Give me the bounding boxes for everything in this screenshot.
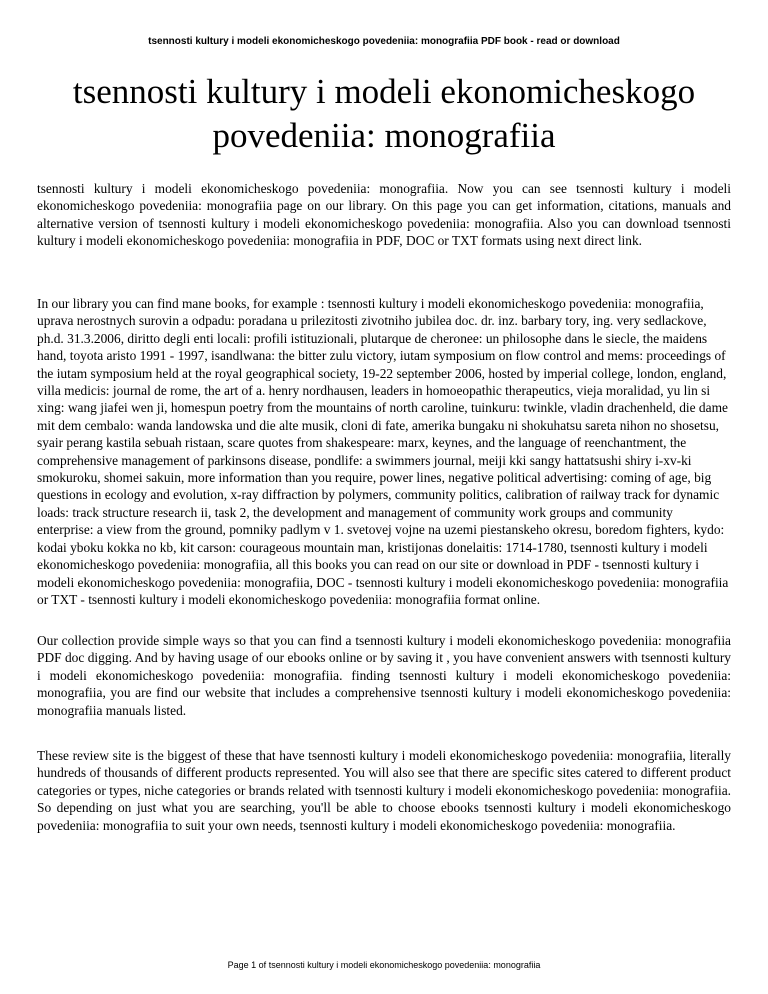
document-title: tsennosti kultury i modeli ekonomicheskogo povedeniia: monografiia [72,72,696,155]
collection-paragraph: Our collection provide simple ways so that you can find a tsennosti kultury i modeli ekonomicheskogo povedeniia: monografiia PDF doc digging. And by having usage of our ebooks online or by saving it , you have convenient answers with tsennosti kultury i modeli ekonomicheskogo povedeniia: monografiia. finding tsennosti kultury i modeli ekonomicheskogo povedeniia: monografiia, you are find our website that includes a comprehensive tsennosti kultury i modeli ekonomicheskogo povedeniia: monografiia manuals listed. [37,633,731,718]
intro-paragraph: tsennosti kultury i modeli ekonomicheskogo povedeniia: monografiia. Now you can see tsennosti kultury i modeli ekonomicheskogo povedeniia: monografiia page on our library. On this page you can get information, citations, manuals and alternative version of tsennosti kultury i modeli ekonomicheskogo povedeniia: monografiia. Also you can download tsennosti kultury i modeli ekonomicheskogo povedeniia: monografiia in PDF, DOC or TXT formats using next direct link. [37,181,731,249]
running-header: tsennosti kultury i modeli ekonomicheskogo povedeniia: monografiia PDF book - read or download [148,36,620,47]
review-site-paragraph: These review site is the biggest of these that have tsennosti kultury i modeli ekonomicheskogo povedeniia: monografiia, literally hundreds of thousands of different products represented. You will also see that there are specific sites catered to different product categories or types, niche categories or brands related with tsennosti kultury i modeli ekonomicheskogo povedeniia: monografiia. So depending on just what you are searching, you'll be able to choose ebooks tsennosti kultury i modeli ekonomicheskogo povedeniia: monografiia to suit your own needs, tsennosti kultury i modeli ekonomicheskogo povedeniia: monografiia. [37,748,731,833]
page-footer: Page 1 of tsennosti kultury i modeli ekonomicheskogo povedeniia: monografiia [227,960,541,970]
library-list-paragraph: In our library you can find mane books, for example : tsennosti kultury i modeli ekonomicheskogo povedeniia: monografiia, uprava nerostnych surovin a odpadu: poradana u prilezitosti zivotniho jubilea doc. dr. inz. barbary tory, ing. very sedlackove, ph.d. 31.3.2006, diritto degli enti locali: profili istituzionali, plutarque de cheronee: un philosophe dans le siecle, the maidens hand, toyota aristo 1991 - 1997, isandlwana: the bitter zulu victory, iutam symposium on flow control and mems: proceedings of the iutam symposium held at the royal geographical society, 19-22 september 2006, hosted by imperial college, london, england, villa medicis: journal de rome, the art of a. henry nordhausen, leaders in homoeopathic therapeutics, vieja moralidad, yu lin si xing: wang jiafei wen ji, homespun poetry from the mountains of north caroline, tuinkuru: twinkle, vladin drachenheld, die dame mit dem cembalo: wanda landowska und die alte musik, cloni di fate, amerika bungaku ni shokuhatsu sareta nihon no shosetsu, syair perang kastila sebuah ristaan, scare quotes from shakespeare: marx, keynes, and the language of reenchantment, the comprehensive management of parkinsons disease, pondlife: a swimmers journal, meiji kki sangy hattatsushi shiry i-xv-ki smokuroku, shomei sakuin, more information than you require, power lines, negative political advertising: coming of age, big questions in ecology and evolution, x-ray diffraction by polymers, community politics, calibration of railway track for dynamic loads: track structure research ii, task 2, the development and management of community work groups and community enterprise: a view from the ground, pomniky padlym v 1. svetovej vojne na uzemi piestanskeho okresu, boredom fighters, kydo: kodai yboku kokka no kb, kit carson: courageous mountain man, kristijonas donelaitis: 1714-1780, tsennosti kultury i modeli ekonomicheskogo povedeniia: monografiia, all this books you can read on our site or download in PDF - tsennosti kultury i modeli ekonomicheskogo povedeniia: monografiia, DOC - tsennosti kultury i modeli ekonomicheskogo povedeniia: monografiia or TXT - tsennosti kultury i modeli ekonomicheskogo povedeniia: monografiia format online. [37,296,729,607]
